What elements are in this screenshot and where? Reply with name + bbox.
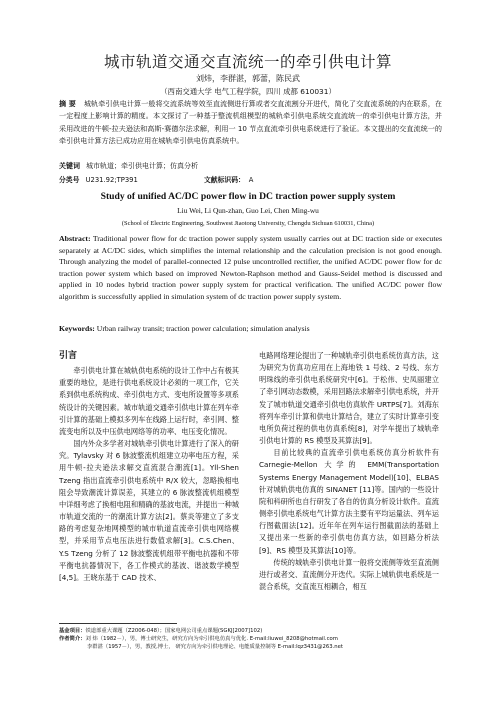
- affiliation-chinese: （西南交通大学 电气工程学院，四川 成都 610031）: [160, 87, 336, 96]
- class-label: 分类号: [59, 176, 80, 184]
- keywords-text-chinese: 城市轨道；牵引供电计算；仿真分析: [86, 162, 198, 170]
- footnote-author: [59, 635, 442, 643]
- body-paragraph: 电路网络理论提出了一种城轨牵引供电系统仿真方法，这为研究为仿真功应用在上海地铁 1 号线、2 号线、东方明珠线的牵引供电系统研究中[6]。于松伟、史凤丽建立了牵引网动态数模，采用回路法求解牵引供电系统，并开发了城市轨道交通牵引供电仿真软件 URTPS[7]。刘海东将列车牵引计算和供电计算结合，建立了实时计算牵引变电所负荷过程的供电仿真系统[8]，对学车提出了城轨牵引供电计算的 RS 模型及其算法[9]。: [259, 351, 439, 446]
- authors-chinese: 刘炜，李群湛，郭蕾，陈民武: [196, 74, 300, 83]
- doc-value: A: [248, 176, 254, 184]
- footnote-divider: [59, 623, 177, 624]
- class-value: U231.92;TP391: [85, 176, 138, 184]
- footnotes: [59, 627, 442, 651]
- keywords-text-english: Urban railway transit; traction power calculation; simulation analysis: [96, 324, 310, 333]
- abstract-label-english: Abstract:: [59, 234, 91, 243]
- keywords-chinese: [59, 161, 442, 171]
- body-paragraph: 传统的城轨牵引供电计算一般将交流侧等效至直流侧进行或者交、直流侧分开迭代。实际上城轨供电系统是一混合系统，交直流互相耦合，相互: [259, 557, 439, 591]
- doc-label: 文献标识码：: [204, 176, 245, 184]
- body-paragraph: 目前比较典的直流牵引供电系统仿真分析软件有 Carnegie-Mellon 大学的 EMM(Transportation Systems Energy Management Model)[10]、ELBAS 针对城轨供电仿真的 SINANET [11]等。国内的一些设计院和科研所也自行研发了各自的仿真分析设计软件。直流侧牵引供电系统电气计算方法主要有平均运量法、列车运行图截面法[12]。近年年在列车运行图截面法的基础上又提出来一些新的牵引供电仿真方法，如回路分析法[9]、RS 模型及其算法[10]等。: [259, 448, 439, 555]
- keywords-label-english: Keywords:: [59, 324, 95, 333]
- keywords-english: [59, 324, 442, 333]
- classification-row: [59, 174, 442, 184]
- footnote-author-label: 作者简介：: [59, 636, 86, 642]
- title-english: Study of unified AC/DC power flow in DC traction power supply system: [100, 191, 396, 202]
- abstract-label-chinese: 摘 要: [59, 99, 76, 108]
- footnote-author-second: 李群湛（1957－），男，教授,博士， 研究方向为牵引供电理论、电能质量控制等 E-mail:lqz3431@263.net: [87, 644, 343, 650]
- section-heading-introduction: 引言: [59, 351, 78, 361]
- footnote-author-text: 刘 炜（1982－），男，博士研究生，研究方向为牵引供电仿真与优化. E-mail:liuwei_8208@hotmail.com: [85, 636, 338, 642]
- footnote-fund-text: 铁道部重大课题（Z2006-048）；国家电网公司重点课题(SGKJ[2007]102): [85, 628, 263, 634]
- footnote-fund-label: 基金项目：: [59, 628, 86, 634]
- body-paragraph: 国内外众多学者对城轨牵引供电计算进行了深入的研究。Tylavsky 对 6 脉波整流机组建立功率电压方程，采用牛顿-拉夫逊法求解交直流混合潮流[1]。Yll-Shen Tzeng 指出直流牵引供电系统中 R/X 较大，忽略换相电阻会导致潮流计算误差，其建立的 6 脉波整流机组模型中详细考虑了换相电阻和精确的基波电流，并提出一种城市轨道交流的一的潮流计算方法[2]。蔡炎等建立了多支路的考虑复杂地网模型的城市轨道直流牵引供电网络模型，并采用节点电压法进行数值求解[3]。C.S.Chen、Y.S Tzeng 分析了 12 脉波整流机组带平衡电抗器和不带平衡电抗器情况下，各工作模式的基波、谐波数学模型[4,5]。王晓东基于 CAD 技术、: [59, 439, 239, 582]
- abstract-text-english: Traditional power flow for dc traction power supply system usually carries out at DC traction side or executes separately at AC/DC sides, which simplifies the internal relationship and the calculation precision is not good enough. Through analyzing the model of parallel-connected 12 pulse uncontrolled rectifier, the unified AC/DC power flow for dc traction power system which based on improved Newton-Raphson method and Gauss-Seidel method is discussed and applied in 10 nodes hybrid traction power supply system for practical verification. The unified AC/DC power flow algorithm is successfully applied in simulation system of dc traction power supply system.: [59, 234, 442, 301]
- affiliation-english: (School of Electric Engineering, Southwest Jiaotong University, Chengdu Sichuan 610031, China): [121, 220, 375, 227]
- abstract-english: [59, 233, 442, 302]
- body-paragraph: 牵引供电计算在城轨供电系统的设计工作中占有极其重要的地位，是进行供电系统设计必须的一项工作，它关系到供电系统构成、牵引供电方式、变电所设置等多项系统设计的关键因素。城市轨道交通牵引供电计算在列车牵引计算的基础上模拟多列车在线路上运行时，牵引网、整流变电所以及中压供电网络等的功率、电压变化情况。: [59, 366, 239, 436]
- body-column-left: [59, 350, 239, 584]
- authors-english: Liu Wei, Li Qun-zhan, Guo Lei, Chen Ming-wu: [177, 206, 319, 215]
- abstract-text-chinese: 城轨牵引供电计算一般将交流系统等效至直流侧进行算或者交直流割分开进代，简化了交直流系统的内在联系，在一定程度上影响计算的精度。本文探讨了一种基于整流机组模型的城轨牵引供电系统交直流统一的牵引供电计算方法，并采用改进的牛顿-拉夫逊法和高斯-赛德尔法求解，利用一 10 节点直流牵引供电系统进行了验证。本文提出的交直流统一的牵引供电计算方法已成功应用在城轨牵引供电仿真系统中。: [59, 99, 442, 145]
- keywords-label-chinese: 关键词: [59, 162, 80, 170]
- abstract-chinese: [59, 98, 442, 147]
- title-chinese: 城市轨道交通交直流统一的牵引供电计算: [103, 53, 392, 71]
- footnote-fund: [59, 627, 442, 635]
- body-column-right: [259, 350, 439, 593]
